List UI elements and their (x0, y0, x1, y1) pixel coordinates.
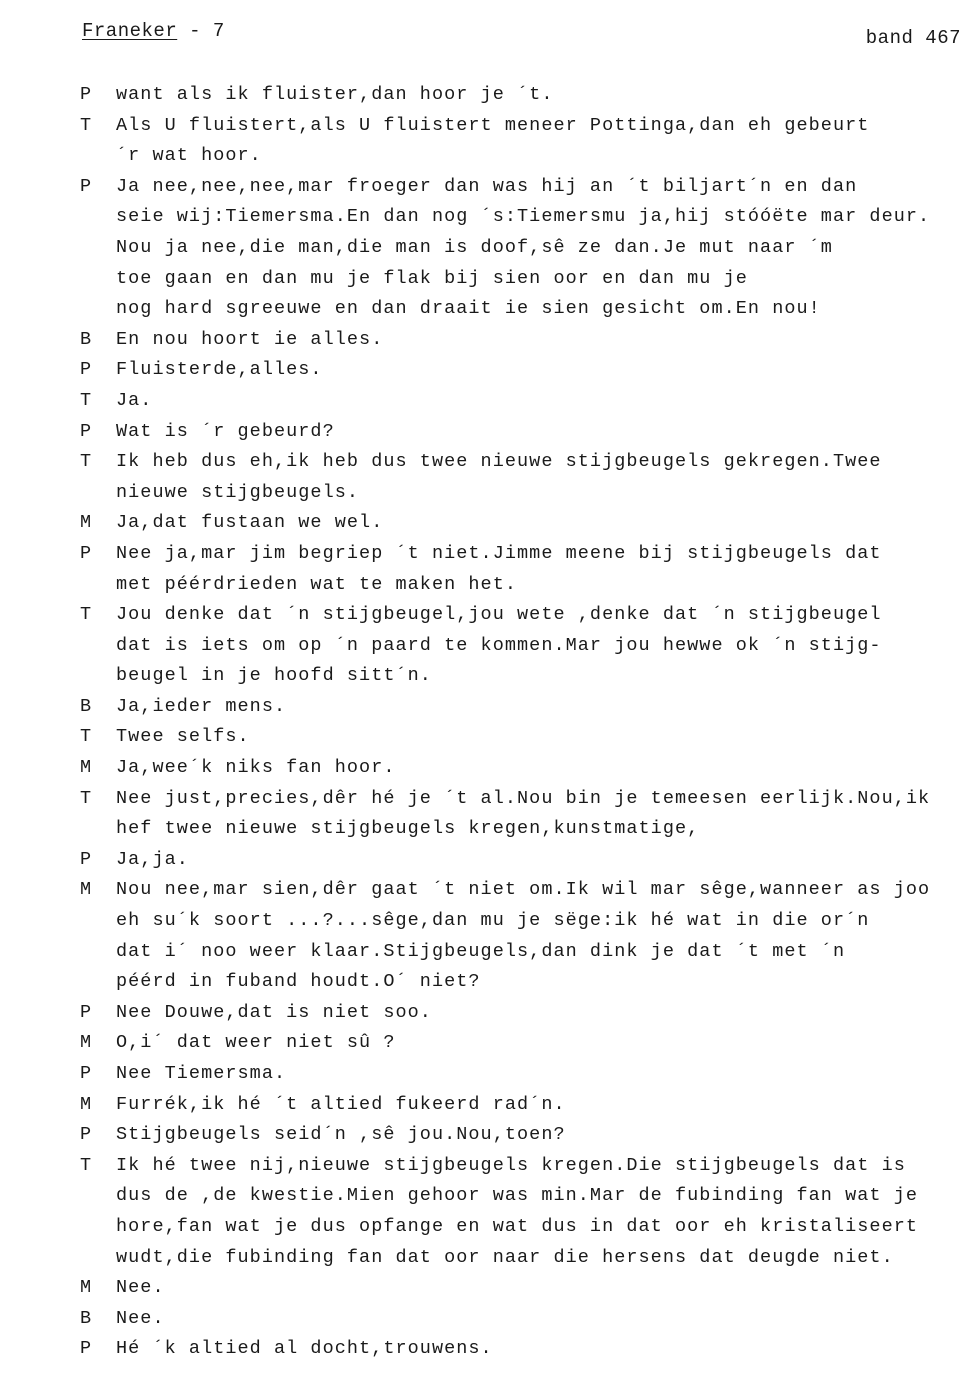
utterance-text: Ik heb dus eh,ik heb dus twee nieuwe stijgbeugels gekregen.Twee nieuwe stijgbeugels. (116, 451, 882, 503)
dialogue-turn (80, 172, 960, 325)
utterance-text: Nee. (116, 1277, 165, 1299)
dialogue-turn (80, 784, 960, 845)
utterance-text: Twee selfs. (116, 726, 250, 748)
dialogue-turn (80, 111, 960, 172)
speaker-label: P (80, 359, 93, 381)
utterance-text: Ja nee,nee,nee,mar froeger dan was hij an ´t biljart´n en dan seie wij:Tiemersma.En dan nog ´s:Tiemersmu ja,hij stóóëte mar deur. Nou ja nee,die man,die man is doof,sê ze dan.Je mut naar ´m toe gaan en dan mu je flak bij sien oor en dan mu je nog hard sgreeuwe en dan draait ie sien gesicht om.En nou! (116, 175, 931, 320)
utterance-text: Nee ja,mar jim begriep ´t niet.Jimme meene bij stijgbeugels dat met péérdrieden wat te maken het. (116, 542, 882, 595)
speaker-label: P (80, 1338, 93, 1360)
utterance-text: Als U fluistert,als U fluistert meneer Pottinga,dan eh gebeurt ´r wat hoor. (116, 114, 870, 167)
dialogue-turn (80, 508, 960, 539)
utterance-text: Nee Tiemersma. (116, 1063, 287, 1084)
dialogue-turn (80, 447, 960, 508)
speaker-label: T (80, 787, 93, 809)
dialogue-turn (80, 753, 960, 784)
speaker-label: T (80, 114, 93, 136)
dialogue-turn (80, 80, 960, 111)
tape-number: band 467 (865, 27, 961, 49)
dialogue-turn (80, 417, 960, 448)
dialogue-turn (80, 325, 960, 356)
speaker-label: P (80, 848, 93, 870)
speaker-label: T (80, 451, 93, 473)
speaker-label: T (80, 389, 93, 411)
utterance-text: O,i´ dat weer niet sû ? (116, 1032, 396, 1054)
utterance-text: Hé ´k altied al docht,trouwens. (116, 1338, 493, 1360)
utterance-text: Ja,ieder mens. (116, 695, 287, 717)
speaker-label: B (80, 328, 93, 350)
dialogue-turn (80, 539, 960, 600)
speaker-label: T (80, 1154, 93, 1176)
utterance-text: Fluisterde,alles. (116, 359, 323, 381)
speaker-label: T (80, 604, 93, 626)
speaker-label: P (80, 1063, 93, 1084)
dialogue-turn (80, 1334, 960, 1365)
dialogue-turn (80, 875, 960, 997)
speaker-label: P (80, 84, 93, 105)
utterance-text: En nou hoort ie alles. (116, 328, 384, 350)
utterance-text: Ja,wee´k niks fan hoor. (116, 757, 396, 779)
utterance-text: Nou nee,mar sien,dêr gaat ´t niet om.Ik wil mar sêge,wanneer as joo eh su´k soort ...?...sêge,dan mu je sëge:ik hé wat in die or´n dat i´ noo weer klaar.Stijgbeugels,dan dink je dat ´t met ´n péérd in fuband houdt.O´ niet? (116, 879, 931, 993)
dialogue-turn (80, 1273, 960, 1304)
dialogue-turn (80, 1151, 960, 1273)
place-name: Franeker (82, 20, 178, 42)
utterance-text: Nee. (116, 1307, 165, 1329)
speaker-label: P (80, 1124, 93, 1146)
speaker-label: M (80, 879, 93, 901)
dialogue-turn (80, 692, 960, 723)
dialogue-turn (80, 1120, 960, 1151)
utterance-text: Nee just,precies,dêr hé je ´t al.Nou bin je temeesen eerlijk.Nou,ik hef twee nieuwe stijgbeugels kregen,kunstmatige, (116, 787, 931, 840)
utterance-text: Ja,dat fustaan we wel. (116, 512, 384, 534)
dialogue-turn (80, 1090, 960, 1121)
speaker-label: P (80, 175, 93, 197)
speaker-label: M (80, 512, 93, 534)
speaker-label: B (80, 1307, 93, 1329)
speaker-label: M (80, 1277, 93, 1299)
dialogue-turn (80, 1028, 960, 1059)
speaker-label: M (80, 1032, 93, 1054)
speaker-label: M (80, 757, 93, 779)
utterance-text: Nee Douwe,dat is niet soo. (116, 1001, 432, 1023)
utterance-text: Ja. (116, 389, 153, 411)
dialogue-turn (80, 600, 960, 692)
page-number: - 7 (189, 20, 225, 42)
utterance-text: want als ik fluister,dan hoor je ´t. (116, 84, 554, 105)
speaker-label: P (80, 542, 93, 564)
utterance-text: Ja,ja. (116, 848, 189, 870)
dialogue-turn (80, 722, 960, 753)
dialogue-turn (80, 1059, 960, 1090)
utterance-text: Jou denke dat ´n stijgbeugel,jou wete ,denke dat ´n stijgbeugel dat is iets om op ´n paard te kommen.Mar jou hewwe ok ´n stijg- beugel in je hoofd sitt´n. (116, 604, 882, 687)
dialogue-turn (80, 845, 960, 876)
utterance-text: Furrék,ik hé ´t altied fukeerd rad´n. (116, 1093, 566, 1115)
page-header-left (82, 20, 225, 42)
transcript (80, 80, 960, 1365)
dialogue-turn (80, 1304, 960, 1335)
dialogue-turn (80, 355, 960, 386)
dialogue-turn (80, 386, 960, 417)
speaker-label: B (80, 695, 93, 717)
speaker-label: P (80, 420, 93, 442)
utterance-text: Ik hé twee nij,nieuwe stijgbeugels kregen.Die stijgbeugels dat is dus de ,de kwestie.Mien gehoor was min.Mar de fubinding fan wat je hore,fan wat je dus opfange en wat dus in dat oor eh kristaliseert wudt,die fubinding fan dat oor naar die hersens dat deugde niet. (116, 1154, 919, 1268)
speaker-label: T (80, 726, 93, 748)
speaker-label: P (80, 1001, 93, 1023)
utterance-text: Wat is ´r gebeurd? (116, 420, 335, 442)
dialogue-turn (80, 998, 960, 1029)
utterance-text: Stijgbeugels seid´n ,sê jou.Nou,toen? (116, 1124, 566, 1146)
speaker-label: M (80, 1093, 93, 1115)
